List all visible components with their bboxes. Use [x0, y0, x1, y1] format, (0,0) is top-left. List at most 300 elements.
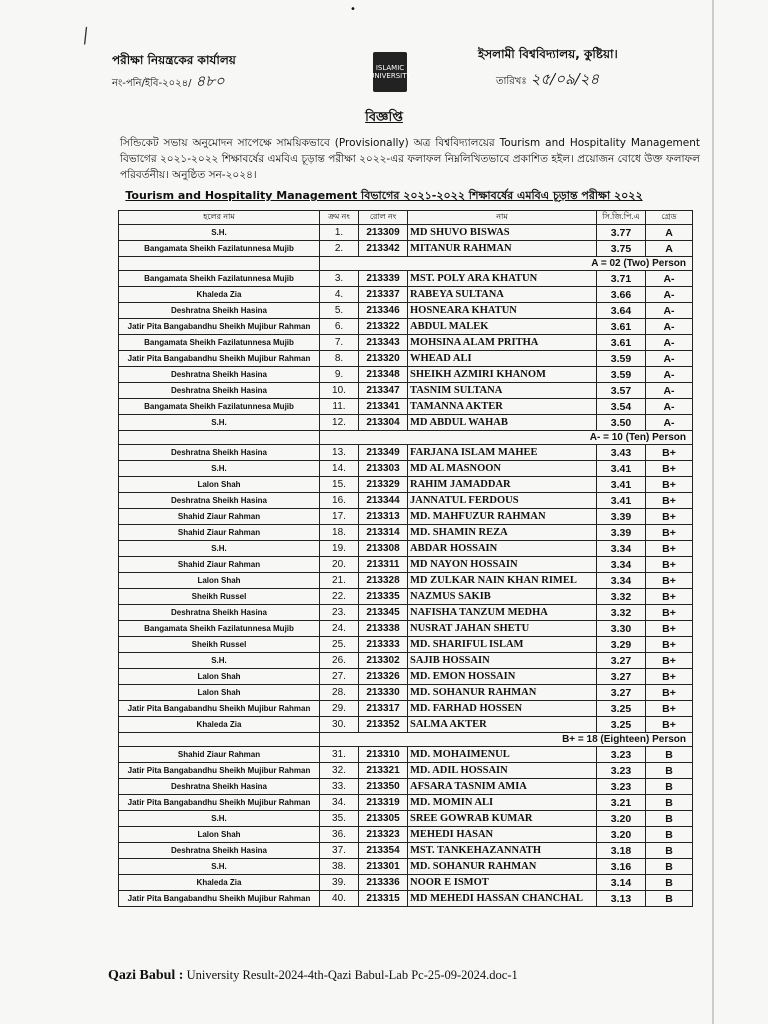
cgpa: 3.61 — [597, 335, 646, 351]
serial-number: 11. — [320, 399, 359, 415]
serial-number: 32. — [320, 763, 359, 779]
serial-number: 27. — [320, 669, 359, 685]
roll-number: 213329 — [359, 477, 408, 493]
hall-name: Sheikh Russel — [119, 589, 320, 605]
table-row — [119, 525, 693, 541]
hall-name: Bangamata Sheikh Fazilatunnesa Mujib — [119, 271, 320, 287]
grade: B+ — [646, 573, 693, 589]
hall-name: Khaleda Zia — [119, 875, 320, 891]
student-name: MST. TANKEHAZANNATH — [408, 843, 597, 859]
grade: A- — [646, 303, 693, 319]
roll-number: 213348 — [359, 367, 408, 383]
hall-name: Shahid Ziaur Rahman — [119, 509, 320, 525]
hall-name: Deshratna Sheikh Hasina — [119, 303, 320, 319]
roll-number: 213338 — [359, 621, 408, 637]
table-row — [119, 461, 693, 477]
roll-number: 213343 — [359, 335, 408, 351]
grade: B+ — [646, 557, 693, 573]
student-name: MD SHUVO BISWAS — [408, 225, 597, 241]
cgpa: 3.32 — [597, 589, 646, 605]
serial-number: 18. — [320, 525, 359, 541]
hall-name: Jatir Pita Bangabandhu Sheikh Mujibur Rahman — [119, 763, 320, 779]
table-row — [119, 891, 693, 907]
student-name: ABDAR HOSSAIN — [408, 541, 597, 557]
table-row — [119, 843, 693, 859]
cgpa: 3.39 — [597, 509, 646, 525]
cgpa: 3.61 — [597, 319, 646, 335]
hall-name: Khaleda Zia — [119, 287, 320, 303]
cgpa: 3.18 — [597, 843, 646, 859]
table-row — [119, 303, 693, 319]
cgpa: 3.34 — [597, 541, 646, 557]
hall-name: Lalon Shah — [119, 685, 320, 701]
roll-number: 213303 — [359, 461, 408, 477]
logo-text: ISLAMIC UNIVERSITY — [369, 64, 411, 80]
serial-number: 30. — [320, 717, 359, 733]
roll-number: 213335 — [359, 589, 408, 605]
pen-mark: ⁄ — [79, 24, 93, 48]
student-name: SALMA AKTER — [408, 717, 597, 733]
student-name: MD. ADIL HOSSAIN — [408, 763, 597, 779]
table-row — [119, 859, 693, 875]
grade: B — [646, 891, 693, 907]
roll-number: 213333 — [359, 637, 408, 653]
table-row — [119, 493, 693, 509]
student-name: MD. FARHAD HOSSEN — [408, 701, 597, 717]
student-name: RAHIM JAMADDAR — [408, 477, 597, 493]
serial-number: 13. — [320, 445, 359, 461]
student-name: ABDUL MALEK — [408, 319, 597, 335]
hall-name: Deshratna Sheikh Hasina — [119, 605, 320, 621]
roll-number: 213317 — [359, 701, 408, 717]
hall-name: Shahid Ziaur Rahman — [119, 747, 320, 763]
table-row — [119, 351, 693, 367]
grade: B+ — [646, 541, 693, 557]
serial-number: 34. — [320, 795, 359, 811]
roll-number: 213320 — [359, 351, 408, 367]
grade: B — [646, 747, 693, 763]
serial-number: 24. — [320, 621, 359, 637]
grade: A — [646, 241, 693, 257]
table-row — [119, 637, 693, 653]
serial-number: 1. — [320, 225, 359, 241]
cgpa: 3.16 — [597, 859, 646, 875]
roll-number: 213346 — [359, 303, 408, 319]
university-logo — [369, 52, 411, 92]
hall-name: Jatir Pita Bangabandhu Sheikh Mujibur Rahman — [119, 351, 320, 367]
hall-name: Jatir Pita Bangabandhu Sheikh Mujibur Rahman — [119, 891, 320, 907]
roll-number: 213352 — [359, 717, 408, 733]
hall-name: S.H. — [119, 225, 320, 241]
table-row — [119, 717, 693, 733]
page-edge — [712, 0, 714, 1024]
cgpa: 3.41 — [597, 493, 646, 509]
table-row — [119, 225, 693, 241]
cgpa: 3.21 — [597, 795, 646, 811]
student-name: FARJANA ISLAM MAHEE — [408, 445, 597, 461]
serial-number: 10. — [320, 383, 359, 399]
hall-name: Khaleda Zia — [119, 717, 320, 733]
serial-number: 38. — [320, 859, 359, 875]
grade: B+ — [646, 493, 693, 509]
roll-number: 213319 — [359, 795, 408, 811]
table-row — [119, 335, 693, 351]
hall-name: S.H. — [119, 541, 320, 557]
student-name: WHEAD ALI — [408, 351, 597, 367]
hall-name: S.H. — [119, 859, 320, 875]
student-name: SREE GOWRAB KUMAR — [408, 811, 597, 827]
serial-number: 31. — [320, 747, 359, 763]
grade-summary: B+ = 18 (Eighteen) Person — [320, 733, 693, 747]
col-name: নাম — [408, 211, 597, 225]
student-name: MD. EMON HOSSAIN — [408, 669, 597, 685]
col-grade: গ্রেড — [646, 211, 693, 225]
roll-number: 213321 — [359, 763, 408, 779]
memo-number — [112, 70, 225, 95]
cgpa: 3.64 — [597, 303, 646, 319]
table-row — [119, 763, 693, 779]
roll-number: 213344 — [359, 493, 408, 509]
serial-number: 22. — [320, 589, 359, 605]
table-row — [119, 509, 693, 525]
table-row — [119, 589, 693, 605]
table-row — [119, 669, 693, 685]
student-name: MD. SHARIFUL ISLAM — [408, 637, 597, 653]
table-row — [119, 241, 693, 257]
serial-number: 21. — [320, 573, 359, 589]
hall-name: Shahid Ziaur Rahman — [119, 525, 320, 541]
table-row — [119, 287, 693, 303]
hall-name: Lalon Shah — [119, 573, 320, 589]
serial-number: 37. — [320, 843, 359, 859]
serial-number: 9. — [320, 367, 359, 383]
table-row — [119, 399, 693, 415]
serial-number: 35. — [320, 811, 359, 827]
grade: B+ — [646, 621, 693, 637]
cgpa: 3.77 — [597, 225, 646, 241]
summary-spacer — [119, 733, 320, 747]
grade: B+ — [646, 589, 693, 605]
footer-author: Qazi Babul : — [108, 968, 184, 983]
student-name: MD. SHAMIN REZA — [408, 525, 597, 541]
table-row — [119, 621, 693, 637]
student-name: MD. MAHFUZUR RAHMAN — [408, 509, 597, 525]
roll-number: 213313 — [359, 509, 408, 525]
student-name: MD ABDUL WAHAB — [408, 415, 597, 431]
cgpa: 3.59 — [597, 367, 646, 383]
summary-spacer — [119, 257, 320, 271]
grade: B — [646, 811, 693, 827]
table-row — [119, 557, 693, 573]
grade-summary-row — [119, 733, 693, 747]
grade: B+ — [646, 653, 693, 669]
serial-number: 5. — [320, 303, 359, 319]
hall-name: Lalon Shah — [119, 477, 320, 493]
grade: A- — [646, 319, 693, 335]
grade: A- — [646, 287, 693, 303]
grade: B+ — [646, 525, 693, 541]
serial-number: 26. — [320, 653, 359, 669]
grade-summary: A = 02 (Two) Person — [320, 257, 693, 271]
cgpa: 3.32 — [597, 605, 646, 621]
table-header-row — [119, 211, 693, 225]
student-name: NUSRAT JAHAN SHETU — [408, 621, 597, 637]
cgpa: 3.41 — [597, 477, 646, 493]
cgpa: 3.20 — [597, 827, 646, 843]
grade: A- — [646, 335, 693, 351]
grade: A- — [646, 367, 693, 383]
table-row — [119, 367, 693, 383]
grade: B+ — [646, 477, 693, 493]
roll-number: 213304 — [359, 415, 408, 431]
university-name: ইসলামী বিশ্ববিদ্যালয়, কুষ্টিয়া। — [478, 47, 618, 61]
roll-number: 213347 — [359, 383, 408, 399]
hall-name: Jatir Pita Bangabandhu Sheikh Mujibur Rahman — [119, 701, 320, 717]
col-serial: ক্রম নং — [320, 211, 359, 225]
serial-number: 29. — [320, 701, 359, 717]
hall-name: S.H. — [119, 811, 320, 827]
cgpa: 3.23 — [597, 763, 646, 779]
grade: B — [646, 827, 693, 843]
serial-number: 14. — [320, 461, 359, 477]
serial-number: 4. — [320, 287, 359, 303]
serial-number: 8. — [320, 351, 359, 367]
grade: B+ — [646, 637, 693, 653]
serial-number: 2. — [320, 241, 359, 257]
cgpa: 3.34 — [597, 573, 646, 589]
roll-number: 213337 — [359, 287, 408, 303]
cgpa: 3.20 — [597, 811, 646, 827]
hall-name: Bangamata Sheikh Fazilatunnesa Mujib — [119, 621, 320, 637]
grade: B+ — [646, 685, 693, 701]
table-row — [119, 779, 693, 795]
roll-number: 213350 — [359, 779, 408, 795]
cgpa: 3.25 — [597, 717, 646, 733]
roll-number: 213310 — [359, 747, 408, 763]
hall-name: Jatir Pita Bangabandhu Sheikh Mujibur Rahman — [119, 795, 320, 811]
serial-number: 17. — [320, 509, 359, 525]
col-cgpa: সি.জি.পি.এ — [597, 211, 646, 225]
student-name: MEHEDI HASAN — [408, 827, 597, 843]
serial-number: 7. — [320, 335, 359, 351]
cgpa: 3.27 — [597, 685, 646, 701]
student-name: SHEIKH AZMIRI KHANOM — [408, 367, 597, 383]
table-row — [119, 875, 693, 891]
serial-number: 6. — [320, 319, 359, 335]
table-body — [119, 225, 693, 907]
roll-number: 213336 — [359, 875, 408, 891]
student-name: NAZMUS SAKIB — [408, 589, 597, 605]
table-row — [119, 685, 693, 701]
hall-name: S.H. — [119, 415, 320, 431]
cgpa: 3.50 — [597, 415, 646, 431]
summary-spacer — [119, 431, 320, 445]
cgpa: 3.29 — [597, 637, 646, 653]
roll-number: 213323 — [359, 827, 408, 843]
hall-name: Lalon Shah — [119, 827, 320, 843]
hall-name: Bangamata Sheikh Fazilatunnesa Mujib — [119, 241, 320, 257]
hall-name: S.H. — [119, 653, 320, 669]
hall-name: Deshratna Sheikh Hasina — [119, 383, 320, 399]
hall-name: Deshratna Sheikh Hasina — [119, 779, 320, 795]
roll-number: 213315 — [359, 891, 408, 907]
serial-number: 36. — [320, 827, 359, 843]
cgpa: 3.43 — [597, 445, 646, 461]
grade: A- — [646, 383, 693, 399]
table-row — [119, 477, 693, 493]
roll-number: 213339 — [359, 271, 408, 287]
roll-number: 213326 — [359, 669, 408, 685]
cgpa: 3.71 — [597, 271, 646, 287]
cgpa: 3.14 — [597, 875, 646, 891]
table-row — [119, 747, 693, 763]
serial-number: 23. — [320, 605, 359, 621]
roll-number: 213305 — [359, 811, 408, 827]
hall-name: Bangamata Sheikh Fazilatunnesa Mujib — [119, 335, 320, 351]
student-name: MD ZULKAR NAIN KHAN RIMEL — [408, 573, 597, 589]
student-name: HOSNEARA KHATUN — [408, 303, 597, 319]
cgpa: 3.75 — [597, 241, 646, 257]
serial-number: 19. — [320, 541, 359, 557]
cgpa: 3.34 — [597, 557, 646, 573]
hall-name: Deshratna Sheikh Hasina — [119, 445, 320, 461]
cgpa: 3.27 — [597, 653, 646, 669]
grade: B+ — [646, 461, 693, 477]
student-name: MD. SOHANUR RAHMAN — [408, 859, 597, 875]
roll-number: 213342 — [359, 241, 408, 257]
cgpa: 3.57 — [597, 383, 646, 399]
serial-number: 25. — [320, 637, 359, 653]
student-name: MOHSINA ALAM PRITHA — [408, 335, 597, 351]
result-table-title: Tourism and Hospitality Management বিভাগের ২০২১-২০২২ শিক্ষাবর্ষের এমবিএ চূড়ান্ত পরীক্ষা ২০২২ — [125, 189, 643, 202]
student-name: SAJIB HOSSAIN — [408, 653, 597, 669]
student-name: MD. SOHANUR RAHMAN — [408, 685, 597, 701]
cgpa: 3.23 — [597, 747, 646, 763]
grade: B — [646, 763, 693, 779]
grade: A- — [646, 399, 693, 415]
roll-number: 213322 — [359, 319, 408, 335]
table-row — [119, 605, 693, 621]
grade: B+ — [646, 605, 693, 621]
roll-number: 213302 — [359, 653, 408, 669]
student-name: MD. MOHAIMENUL — [408, 747, 597, 763]
grade: A- — [646, 271, 693, 287]
cgpa: 3.13 — [597, 891, 646, 907]
memo-prefix: নং-পনি/ইবি-২০২৪/ — [112, 78, 192, 89]
table-row — [119, 319, 693, 335]
serial-number: 33. — [320, 779, 359, 795]
grade-summary-row — [119, 257, 693, 271]
serial-number: 15. — [320, 477, 359, 493]
hall-name: Jatir Pita Bangabandhu Sheikh Mujibur Rahman — [119, 319, 320, 335]
serial-number: 20. — [320, 557, 359, 573]
student-name: MITANUR RAHMAN — [408, 241, 597, 257]
grade: B — [646, 859, 693, 875]
student-name: TAMANNA AKTER — [408, 399, 597, 415]
roll-number: 213345 — [359, 605, 408, 621]
hall-name: Lalon Shah — [119, 669, 320, 685]
cgpa: 3.41 — [597, 461, 646, 477]
serial-number: 39. — [320, 875, 359, 891]
roll-number: 213314 — [359, 525, 408, 541]
hall-name: S.H. — [119, 461, 320, 477]
grade: B+ — [646, 669, 693, 685]
hall-name: Deshratna Sheikh Hasina — [119, 493, 320, 509]
date-handwritten: ২৫/০৯/২৪ — [530, 70, 600, 88]
student-name: NOOR E ISMOT — [408, 875, 597, 891]
cgpa: 3.25 — [597, 701, 646, 717]
roll-number: 213349 — [359, 445, 408, 461]
student-name: MST. POLY ARA KHATUN — [408, 271, 597, 287]
table-row — [119, 653, 693, 669]
roll-number: 213330 — [359, 685, 408, 701]
result-table — [118, 210, 693, 907]
roll-number: 213328 — [359, 573, 408, 589]
student-name: NAFISHA TANZUM MEDHA — [408, 605, 597, 621]
office-name: পরীক্ষা নিয়ন্ত্রকের কার্যালয় — [112, 53, 236, 67]
serial-number: 28. — [320, 685, 359, 701]
table-row — [119, 541, 693, 557]
serial-number: 12. — [320, 415, 359, 431]
cgpa: 3.27 — [597, 669, 646, 685]
hall-name: Sheikh Russel — [119, 637, 320, 653]
cgpa: 3.39 — [597, 525, 646, 541]
hall-name: Shahid Ziaur Rahman — [119, 557, 320, 573]
hall-name: Deshratna Sheikh Hasina — [119, 843, 320, 859]
grade: B — [646, 779, 693, 795]
grade: B — [646, 795, 693, 811]
grade: A- — [646, 415, 693, 431]
student-name: RABEYA SULTANA — [408, 287, 597, 303]
roll-number: 213311 — [359, 557, 408, 573]
grade: B — [646, 843, 693, 859]
student-name: MD. MOMIN ALI — [408, 795, 597, 811]
grade: B+ — [646, 445, 693, 461]
grade: A- — [646, 351, 693, 367]
table-row — [119, 795, 693, 811]
footer-file: University Result-2024-4th-Qazi Babul-Lab Pc-25-09-2024.doc-1 — [186, 968, 518, 982]
student-name: JANNATUL FERDOUS — [408, 493, 597, 509]
col-hall: হলের নাম — [119, 211, 320, 225]
student-name: TASNIM SULTANA — [408, 383, 597, 399]
student-name: AFSARA TASNIM AMIA — [408, 779, 597, 795]
table-row — [119, 573, 693, 589]
table-row — [119, 701, 693, 717]
roll-number: 213354 — [359, 843, 408, 859]
dot-mark: • — [350, 4, 356, 15]
cgpa: 3.23 — [597, 779, 646, 795]
grade: B+ — [646, 509, 693, 525]
col-roll: রোল নং — [359, 211, 408, 225]
grade: B+ — [646, 717, 693, 733]
table-row — [119, 271, 693, 287]
notice-title: বিজ্ঞপ্তি — [365, 110, 403, 125]
table-row — [119, 415, 693, 431]
grade: B+ — [646, 701, 693, 717]
student-name: MD MEHEDI HASSAN CHANCHAL — [408, 891, 597, 907]
serial-number: 16. — [320, 493, 359, 509]
serial-number: 40. — [320, 891, 359, 907]
hall-name: Deshratna Sheikh Hasina — [119, 367, 320, 383]
roll-number: 213341 — [359, 399, 408, 415]
cgpa: 3.30 — [597, 621, 646, 637]
table-row — [119, 811, 693, 827]
roll-number: 213308 — [359, 541, 408, 557]
serial-number: 3. — [320, 271, 359, 287]
student-name: MD AL MASNOON — [408, 461, 597, 477]
hall-name: Bangamata Sheikh Fazilatunnesa Mujib — [119, 399, 320, 415]
table-row — [119, 827, 693, 843]
